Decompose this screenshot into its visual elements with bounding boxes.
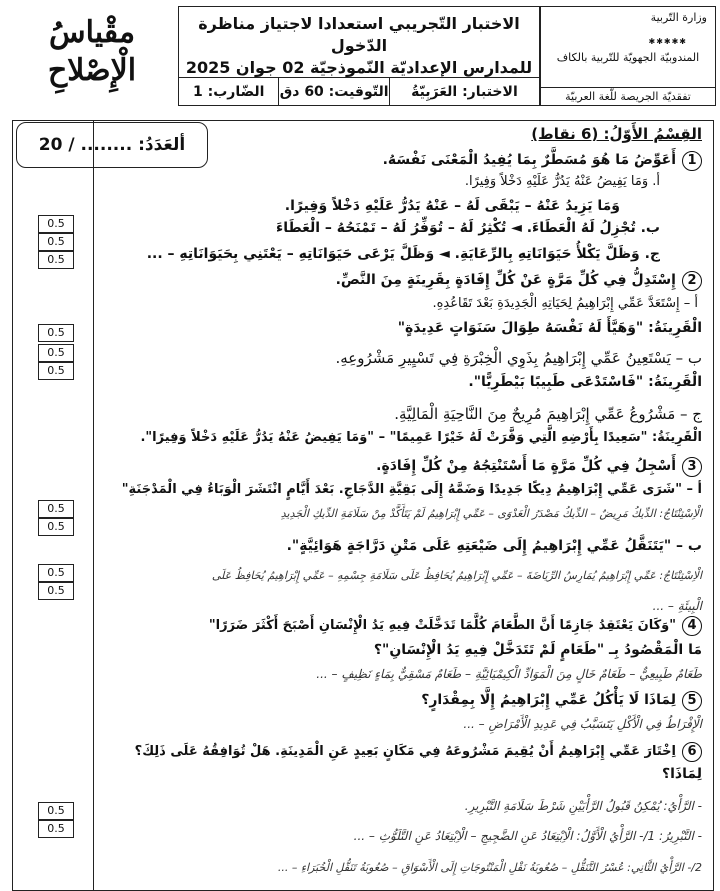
brand-line1: مقْياسُ [48, 15, 136, 50]
q6-answer-opinion: - الرَّأْيُ: يُمْكِنُ قَبُولُ الرَّأْيَيْنِ شَرْطَ سَلَامَةِ التَّبْرِيرِ. [464, 799, 702, 813]
ministry-box [540, 6, 716, 106]
score-box: 0.5 [38, 582, 74, 600]
q2-item-c: ج – مَشْرُوعُ عَمِّي إِبْرَاهِيمَ مُرِيحٌ مِنَ النَّاحِيَةِ الْمَالِيَّةِ. [394, 405, 702, 423]
question-number: 5 [682, 691, 702, 711]
question-4-text: "وَكَانَ يَعْتَقِدُ جَازِمًا أَنَّ الطَّعَامَ كُلَّمَا تَدَخَّلَتْ فِيهِ يَدُ الْإِنْسَانِ أَصْبَحَ أَكْثَرَ ضَرَرًا" [208, 618, 676, 633]
brand-title [12, 4, 172, 100]
question-number: 4 [682, 616, 702, 636]
score-box: 0.5 [38, 802, 74, 820]
question-5 [421, 690, 702, 711]
exam-title-line1: الاختبار التّجريبي استعدادا لاجتياز مناظرة الدّخول [198, 14, 520, 55]
q1-item-a: أ. وَمَا يَفِيضُ عَنْهُ يَدُرُّ عَلَيْهِ دَخْلاً وَفِيرًا. [464, 174, 660, 189]
question-number: 1 [682, 151, 702, 171]
q6-answer-justification-1: - التَّبْرِيرُ: 1/- الرَّأْيُ الْأَوَّلُ: الْاِبْتِعَادُ عَنِ الضَّجِيجِ – الْاِبْتِعَادُ عَنِ التَّلَوُّثِ – ... [353, 829, 702, 843]
question-6 [135, 742, 702, 762]
question-3 [376, 456, 702, 477]
regional-delegation: المندوبيّة الجهويّة للتّربية بالكاف [556, 51, 700, 64]
q5-answer: الْإِفْرَاطُ فِي الْأَكْلِ يَتَسَبَّبُ فِي عَدِيدِ الْأَمْرَاضِ – ... [463, 717, 702, 731]
q3-item-b: ب – "يَتَنَقَّلُ عَمِّي إِبْرَاهِيمُ إِلَى ضَيْعَتِهِ عَلَى مَتْنِ دَرَّاجَةٍ هَوَائِيَّةٍ". [286, 538, 702, 554]
q3-answer-b-cont: الْبِيئَةِ – ... [652, 599, 702, 613]
q6-question-why: لِمَاذَا؟ [661, 766, 702, 782]
exam-timing: التّوقيت: 60 دق [278, 78, 388, 106]
q3-answer-b: الْاِسْتِنْتَاجُ: عَمِّي إِبْرَاهِيمُ يُمَارِسُ الرِّيَاضَةَ – عَمِّي إِبْرَاهِيمُ يُحَافِظُ عَلَى سَلَامَةِ جِسْمِهِ – عَمِّي إِبْرَاهِيمُ يُحَافِظُ عَلَى [211, 569, 702, 582]
score-box: 0.5 [38, 251, 74, 269]
exam-coefficient: الضّارب: 1 [192, 84, 265, 100]
q2-answer-c: الْقَرِينَةُ: "سَعِيدًا بِأَرْضِهِ الَّتِي وَفَّرَتْ لَهُ خَيْرًا عَمِيمًا" – "وَمَا يَفِيضُ عَنْهُ يَدُرُّ عَلَيْهِ دَخْلاً وَفِيرًا". [140, 430, 702, 445]
question-1 [383, 150, 702, 171]
q4-question: مَا الْمَقْصُودُ بِـ "طَعَامٍ لَمْ تَتَدَخَّلْ فِيهِ يَدُ الْإِنْسَانِ"؟ [373, 642, 702, 658]
score-box: 0.5 [38, 820, 74, 838]
inspection-name: تفقديّة الجريصة للّغة العربيّة [541, 87, 715, 103]
score-box: 0.5 [38, 233, 74, 251]
question-number: 2 [682, 271, 702, 291]
ministry-name: وزارة التّربية [650, 11, 707, 24]
q3-answer-a: الْاِسْتِنْتَاجُ: الدِّيكُ مَرِيضٌ – الدِّيكُ مَصْدَرُ الْعَدْوَى – عَمِّي إِبْرَاهِيمُ لَمْ يَتَأَكَّدْ مِنْ سَلَامَةِ الدِّيكِ الْجَدِيدِ [280, 507, 702, 520]
brand-line2: الْإِصْلاحِ [47, 53, 137, 88]
exam-header [178, 6, 540, 106]
score-box: 0.5 [38, 324, 74, 342]
question-number: 3 [682, 457, 702, 477]
exam-subject: الاختبار: العَرَبِيّةُ [389, 78, 539, 106]
q4-answer: طَعَامٌ طَبِيعِيٌّ – طَعَامٌ خَالٍ مِنَ الْمَوَادِّ الْكِيمْيَائِيَّةِ – طَعَامٌ مَسْقِيٌّ بِمَاءٍ نَظِيفٍ – ... [316, 667, 702, 681]
q1-item-b: ب. تُجْزِلُ لَهُ الْعَطَاءَ. ◄ تُكْثِرُ لَهُ – تُوَفِّرُ لَهُ – تَمْنَحُهُ – الْعَطَاءَ [276, 220, 660, 236]
score-box: 0.5 [38, 215, 74, 233]
question-5-text: لِمَاذَا لَا يَأْكُلُ عَمِّي إِبْرَاهِيمُ إِلَّا بِمِقْدَارٍ؟ [421, 692, 676, 708]
q2-item-b: ب – يَسْتَعِينُ عَمِّي إِبْرَاهِيمُ بِذَوِي الْخِبْرَةِ فِي تَسْيِيرِ مَشْرُوعِهِ. [335, 349, 702, 367]
q6-answer-justification-2: 2/- الرَّأْيُ الثَّانِي: عُسْرُ التَّنَقُّلِ – صُعُوبَةُ نَقْلِ الْمَنْتُوجَاتِ إِلَى الْأَسْوَاقِ – صُعُوبَةُ تَنَقُّلِ الْخُبَرَاءِ – ... [277, 861, 702, 874]
part-title: القِسْمُ الأَوّلُ: (6 نقاط) [531, 125, 702, 143]
score-box: 0.5 [38, 564, 74, 582]
q1-item-c: ج. وَظَلَّ يَكْلأُ حَيَوَانَاتِهِ بِالرِّعَايَةِ. ◄ وَظَلَّ يَرْعَى حَيَوَانَاتِهِ – يَعْتَنِي بِحَيَوَانَاتِهِ – ... [146, 246, 660, 262]
question-2-text: إِسْتَدِلُّ فِي كُلِّ مَرَّةٍ عَنْ كُلِّ إِفَادَةٍ بِقَرِينَةٍ مِنَ النَّصِّ. [335, 272, 676, 288]
q3-item-a: أ – "شَرَى عَمِّي إِبْرَاهِيمُ دِيكًا جَدِيدًا وَضَمَّهُ إِلَى بَقِيَّةِ الدَّجَاجِ. بَعْدَ أَيَّامٍ انْتَشَرَ الْوَبَاءُ فِي الْمَدْجَنَةِ" [121, 482, 702, 497]
q1-answer-a: وَمَا يَزِيدُ عَنْهُ – يَبْقَى لَهُ – عَنْهُ يَدُرُّ عَلَيْهِ دَخْلاً وَفِيرًا. [284, 198, 620, 214]
question-3-text: أَسْجِلُ فِي كُلِّ مَرَّةٍ مَا أَسْتَنْتِجُهُ مِنْ كُلِّ إِفَادَةٍ. [376, 458, 676, 474]
question-number: 6 [682, 742, 702, 762]
score-box: 0.5 [38, 500, 74, 518]
question-4 [209, 616, 702, 636]
stars-emblem: ✱✱✱✱✱ [648, 37, 687, 46]
q2-item-a: أ – إِسْتَعَدَّ عَمِّي إِبْرَاهِيمُ لِحَيَاتِهِ الْجَدِيدَةِ بَعْدَ تَقَاعُدِهِ. [432, 296, 698, 311]
q2-answer-a: الْقَرِينَةُ: "وَهَيَّأَ لَهُ نَفْسَهُ طِوَالَ سَنَوَاتٍ عَدِيدَةٍ" [397, 320, 702, 336]
q2-answer-b: الْقَرِينَةُ: "فَاسْتَدْعَى طَبِيبًا بَيْطَرِيًّا". [468, 374, 702, 390]
score-box: 0.5 [38, 518, 74, 536]
question-2 [336, 270, 702, 291]
exam-title [185, 13, 533, 79]
question-1-text: أَعَوِّضُ مَا هُوَ مُسَطَّرٌ بِمَا يُفِيدُ الْمَعْنَى نَفْسَهُ. [382, 152, 676, 168]
grade-box[interactable]: ألعَدَدُ: ........ / 20 [16, 122, 208, 168]
question-6-text: اِخْتَارَ عَمِّي إِبْرَاهِيمُ أَنْ يُقِيمَ مَشْرُوعَهُ فِي مَكَانٍ بَعِيدٍ عَنِ الْمَدِينَةِ. هَلْ تُوَافِقُهُ عَلَى ذَلِكَ؟ [134, 744, 676, 759]
exam-info-row [179, 77, 539, 106]
score-box: 0.5 [38, 344, 74, 362]
score-box: 0.5 [38, 362, 74, 380]
exam-title-line2: للمدارس الإعداديّة النّموذجيّة 02 جوان 2025 [185, 58, 533, 77]
